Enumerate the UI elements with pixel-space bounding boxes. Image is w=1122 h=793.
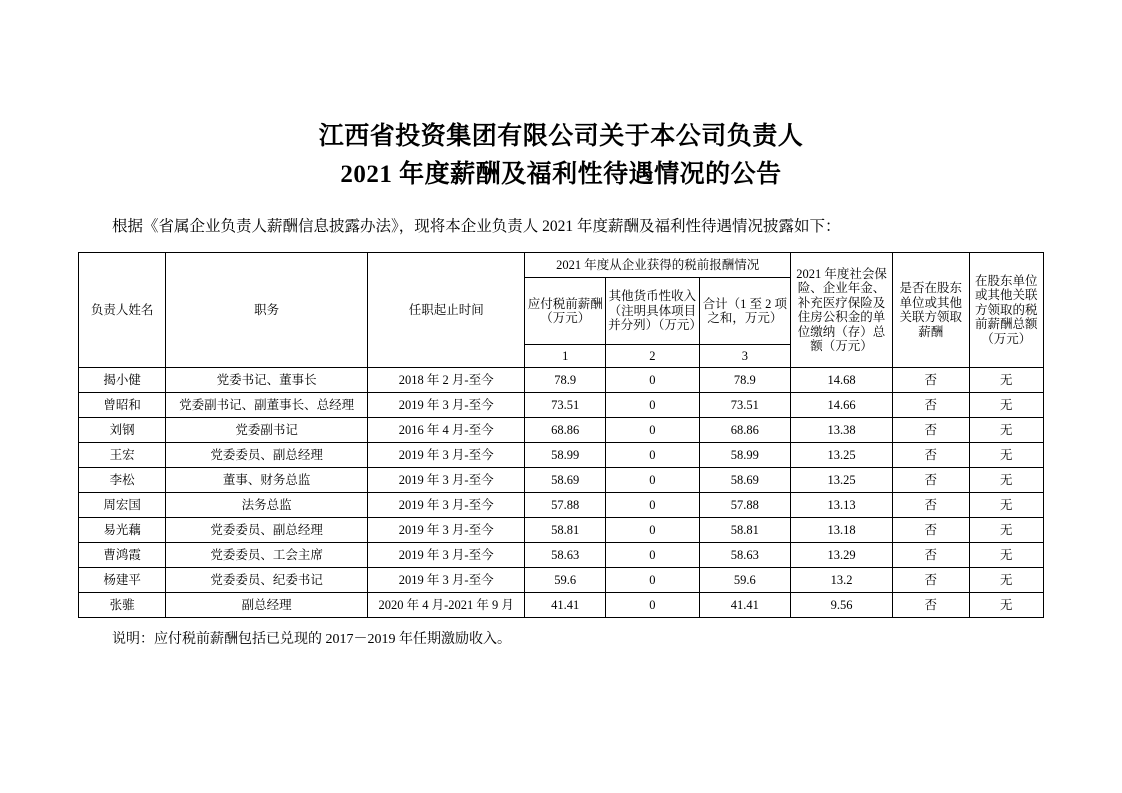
document-title: [0, 118, 1122, 194]
cell-name: 曾昭和: [79, 393, 166, 418]
cell-period: 2020 年 4 月-2021 年 9 月: [368, 593, 525, 618]
header-other-income: 其他货币性收入（注明具体项目并分列）（万元）: [606, 278, 700, 345]
cell-post: 法务总监: [166, 493, 368, 518]
title-line-2: 2021 年度薪酬及福利性待遇情况的公告: [340, 161, 782, 188]
header-name: 负责人姓名: [79, 253, 166, 368]
cell-shareholder: 否: [893, 493, 970, 518]
cell-insurance: 13.25: [791, 443, 893, 468]
cell-shareholder-total: 无: [969, 543, 1043, 568]
salary-table-container: [78, 252, 1044, 618]
cell-shareholder-total: 无: [969, 493, 1043, 518]
cell-shareholder: 否: [893, 568, 970, 593]
cell-shareholder: 否: [893, 368, 970, 393]
cell-name: 刘钢: [79, 418, 166, 443]
cell-payable: 58.81: [525, 518, 606, 543]
table-header-row-1: [79, 253, 1044, 278]
cell-insurance: 13.29: [791, 543, 893, 568]
cell-shareholder: 否: [893, 593, 970, 618]
cell-name: 易光藕: [79, 518, 166, 543]
cell-period: 2019 年 3 月-至今: [368, 543, 525, 568]
cell-period: 2019 年 3 月-至今: [368, 443, 525, 468]
cell-shareholder-total: 无: [969, 468, 1043, 493]
cell-insurance: 14.66: [791, 393, 893, 418]
cell-other: 0: [606, 518, 700, 543]
table-head: [79, 253, 1044, 368]
cell-other: 0: [606, 493, 700, 518]
cell-period: 2019 年 3 月-至今: [368, 518, 525, 543]
cell-payable: 59.6: [525, 568, 606, 593]
cell-period: 2018 年 2 月-至今: [368, 368, 525, 393]
header-post: 职务: [166, 253, 368, 368]
cell-payable: 58.63: [525, 543, 606, 568]
cell-insurance: 13.25: [791, 468, 893, 493]
cell-total: 57.88: [699, 493, 790, 518]
table-row: [79, 443, 1044, 468]
cell-other: 0: [606, 543, 700, 568]
cell-name: 周宏国: [79, 493, 166, 518]
table-row: [79, 393, 1044, 418]
cell-post: 副总经理: [166, 593, 368, 618]
cell-period: 2019 年 3 月-至今: [368, 493, 525, 518]
cell-post: 党委副书记: [166, 418, 368, 443]
cell-insurance: 13.2: [791, 568, 893, 593]
cell-total: 58.81: [699, 518, 790, 543]
cell-shareholder: 否: [893, 518, 970, 543]
cell-shareholder: 否: [893, 468, 970, 493]
cell-insurance: 9.56: [791, 593, 893, 618]
cell-insurance: 13.18: [791, 518, 893, 543]
cell-shareholder-total: 无: [969, 443, 1043, 468]
cell-payable: 73.51: [525, 393, 606, 418]
cell-post: 党委副书记、副董事长、总经理: [166, 393, 368, 418]
cell-period: 2019 年 3 月-至今: [368, 468, 525, 493]
cell-shareholder-total: 无: [969, 568, 1043, 593]
salary-table: [78, 252, 1044, 618]
cell-total: 58.69: [699, 468, 790, 493]
table-row: [79, 593, 1044, 618]
cell-name: 揭小健: [79, 368, 166, 393]
header-payable: 应付税前薪酬（万元）: [525, 278, 606, 345]
cell-total: 59.6: [699, 568, 790, 593]
intro-paragraph: 根据《省属企业负责人薪酬信息披露办法》，现将本企业负责人 2021 年度薪酬及福利性待遇情况披露如下：: [112, 218, 841, 235]
cell-insurance: 13.13: [791, 493, 893, 518]
cell-total: 78.9: [699, 368, 790, 393]
table-note: 说明：应付税前薪酬包括已兑现的 2017－2019 年任期激励收入。: [112, 632, 511, 647]
cell-insurance: 14.68: [791, 368, 893, 393]
cell-post: 党委委员、副总经理: [166, 518, 368, 543]
cell-shareholder: 否: [893, 443, 970, 468]
header-pretax-group: 2021 年度从企业获得的税前报酬情况: [525, 253, 791, 278]
header-shareholder-total: 在股东单位或其他关联方领取的税前薪酬总额（万元）: [969, 253, 1043, 368]
table-body: [79, 368, 1044, 618]
cell-shareholder: 否: [893, 543, 970, 568]
table-row: [79, 418, 1044, 443]
header-period: 任职起止时间: [368, 253, 525, 368]
cell-shareholder-total: 无: [969, 593, 1043, 618]
cell-post: 党委委员、副总经理: [166, 443, 368, 468]
cell-other: 0: [606, 568, 700, 593]
cell-payable: 41.41: [525, 593, 606, 618]
cell-shareholder: 否: [893, 393, 970, 418]
table-row: [79, 568, 1044, 593]
table-row: [79, 468, 1044, 493]
cell-shareholder-total: 无: [969, 418, 1043, 443]
cell-payable: 68.86: [525, 418, 606, 443]
cell-name: 曹鸿霞: [79, 543, 166, 568]
table-row: [79, 543, 1044, 568]
cell-post: 董事、财务总监: [166, 468, 368, 493]
header-num-3: 3: [699, 345, 790, 368]
cell-payable: 58.69: [525, 468, 606, 493]
cell-shareholder: 否: [893, 418, 970, 443]
cell-payable: 58.99: [525, 443, 606, 468]
cell-shareholder-total: 无: [969, 518, 1043, 543]
header-total: 合计（1 至 2 项之和，万元）: [699, 278, 790, 345]
cell-post: 党委书记、董事长: [166, 368, 368, 393]
cell-total: 68.86: [699, 418, 790, 443]
cell-total: 41.41: [699, 593, 790, 618]
header-insurance: 2021 年度社会保险、企业年金、补充医疗保险及住房公积金的单位缴纳（存）总额（万元）: [791, 253, 893, 368]
cell-total: 73.51: [699, 393, 790, 418]
cell-shareholder-total: 无: [969, 393, 1043, 418]
cell-payable: 78.9: [525, 368, 606, 393]
title-line-1: 江西省投资集团有限公司关于本公司负责人: [318, 123, 804, 150]
cell-name: 李松: [79, 468, 166, 493]
cell-other: 0: [606, 418, 700, 443]
cell-post: 党委委员、工会主席: [166, 543, 368, 568]
cell-shareholder-total: 无: [969, 368, 1043, 393]
table-row: [79, 518, 1044, 543]
cell-name: 杨建平: [79, 568, 166, 593]
cell-name: 王宏: [79, 443, 166, 468]
table-row: [79, 368, 1044, 393]
cell-insurance: 13.38: [791, 418, 893, 443]
cell-other: 0: [606, 393, 700, 418]
cell-other: 0: [606, 368, 700, 393]
cell-period: 2016 年 4 月-至今: [368, 418, 525, 443]
table-row: [79, 493, 1044, 518]
cell-post: 党委委员、纪委书记: [166, 568, 368, 593]
cell-payable: 57.88: [525, 493, 606, 518]
cell-total: 58.63: [699, 543, 790, 568]
cell-other: 0: [606, 443, 700, 468]
header-num-2: 2: [606, 345, 700, 368]
cell-other: 0: [606, 593, 700, 618]
header-shareholder: 是否在股东单位或其他关联方领取薪酬: [893, 253, 970, 368]
cell-period: 2019 年 3 月-至今: [368, 393, 525, 418]
header-num-1: 1: [525, 345, 606, 368]
cell-name: 张骓: [79, 593, 166, 618]
cell-period: 2019 年 3 月-至今: [368, 568, 525, 593]
cell-total: 58.99: [699, 443, 790, 468]
cell-other: 0: [606, 468, 700, 493]
